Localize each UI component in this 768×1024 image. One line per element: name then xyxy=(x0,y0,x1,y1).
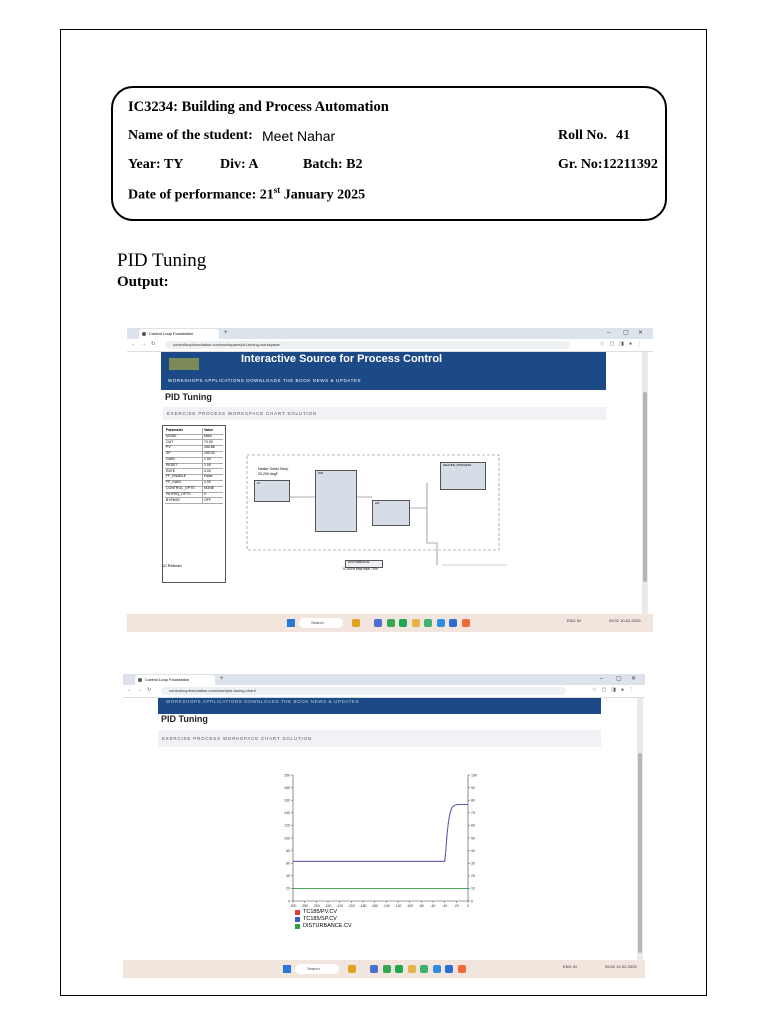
browser-toolbar-icons[interactable]: ☆▢◨●⋮ xyxy=(592,687,639,693)
folder-icon[interactable] xyxy=(412,619,420,627)
legend-swatch xyxy=(295,924,300,929)
roll-label: Roll No. xyxy=(558,128,607,143)
section-title: PID Tuning xyxy=(117,250,207,271)
legend-label: DISTURBANCE.CV xyxy=(303,923,352,929)
favicon-icon xyxy=(138,678,142,682)
parameter-value: 150.86 xyxy=(204,445,215,450)
x-tick-label: -120 xyxy=(394,904,402,908)
right-tick-label: 0 xyxy=(471,899,473,904)
taskbar-clock[interactable]: 09:02 10-02-2025 xyxy=(605,964,637,969)
refresh-checkbox[interactable]: ☑ Refresh xyxy=(163,563,182,568)
banner-image xyxy=(169,358,199,370)
page-scrollbar[interactable] xyxy=(642,352,648,614)
output-label: Output: xyxy=(117,274,169,290)
forward-icon[interactable]: → xyxy=(141,341,146,347)
close-window-icon[interactable]: ✕ xyxy=(638,330,644,336)
new-tab-icon[interactable]: + xyxy=(224,330,228,336)
x-tick-label: -140 xyxy=(382,904,390,908)
student-name-value: Meet Nahar xyxy=(262,128,336,144)
parameter-name: FF_ENABLE xyxy=(166,474,187,479)
x-tick-label: -80 xyxy=(418,904,424,908)
parameter-name: FF_GAIN xyxy=(166,480,181,485)
taskbar-lang[interactable]: ENG IN xyxy=(563,964,577,969)
year-field: Year: TY xyxy=(128,157,184,172)
parameter-name: GAIN xyxy=(166,457,175,461)
chrome-icon[interactable] xyxy=(437,619,445,627)
url-field[interactable]: controlloopfoundation.com/chart/pid-tuning-chart/ xyxy=(161,687,566,695)
parameter-value: MAN xyxy=(204,433,212,438)
parameter-name: CONTROL_OPTS xyxy=(166,486,195,490)
url-field[interactable]: controlloopfoundation.com/workspace/pid-tuning-workspace/ xyxy=(165,341,570,349)
x-tick-label: 0 xyxy=(467,904,469,908)
parameter-value: 1.00 xyxy=(204,480,211,485)
windows-start-icon[interactable] xyxy=(283,965,291,973)
reload-icon[interactable]: ↻ xyxy=(151,341,156,347)
taskbar-app-icon[interactable] xyxy=(387,619,395,627)
x-tick-label: -200 xyxy=(347,904,355,908)
right-tick-label: 90 xyxy=(471,785,475,790)
taskbar xyxy=(127,614,653,632)
taskbar-app-icon[interactable] xyxy=(424,619,432,627)
parameter-value: 70.00 xyxy=(204,439,213,444)
vscode-icon[interactable] xyxy=(449,619,457,627)
left-tick-label: 80 xyxy=(286,848,290,853)
site-nav[interactable]: WORKSHOPS APPLICATIONS DOWNLOADS THE BOOK NEWS & UPDATES xyxy=(168,378,362,383)
folder-icon[interactable] xyxy=(408,965,416,973)
address-bar xyxy=(127,339,653,352)
reload-icon[interactable]: ↻ xyxy=(147,687,152,693)
right-tick-label: 10 xyxy=(471,886,475,891)
left-tick-label: 180 xyxy=(284,785,290,790)
left-tick-label: 20 xyxy=(286,886,290,891)
div-field: Div: A xyxy=(220,157,259,172)
right-tick-label: 80 xyxy=(471,798,475,803)
legend-swatch xyxy=(295,910,300,915)
forward-icon[interactable]: → xyxy=(137,687,142,693)
left-tick-label: 60 xyxy=(286,861,290,866)
close-window-icon[interactable]: ✕ xyxy=(631,676,637,682)
parameter-value: Value xyxy=(204,428,214,432)
right-tick-label: 30 xyxy=(471,861,475,866)
series-line xyxy=(293,805,468,862)
browser-toolbar-icons[interactable]: ☆▢◨●⋮ xyxy=(600,341,647,347)
parameter-name: OUT xyxy=(166,439,174,444)
parameter-name: SP xyxy=(166,451,171,456)
workspace-screenshot xyxy=(127,328,653,632)
minimize-icon[interactable]: – xyxy=(600,676,604,682)
parameter-value: 150.00 xyxy=(204,451,215,456)
left-tick-label: 100 xyxy=(284,836,290,841)
windows-start-icon[interactable] xyxy=(287,619,295,627)
parameter-name: RESET xyxy=(166,462,178,467)
sub-nav[interactable]: EXERCISE PROCESS WORKSPACE CHART SOLUTION xyxy=(158,730,601,747)
course-title: IC3234: Building and Process Automation xyxy=(128,99,389,115)
favicon-icon xyxy=(142,332,146,336)
scroll-thumb[interactable] xyxy=(643,392,647,582)
parameter-row xyxy=(165,498,223,505)
taskbar-app-icon[interactable] xyxy=(352,619,360,627)
parameter-value: 0.00 xyxy=(204,468,211,473)
site-banner xyxy=(161,352,606,390)
taskbar-app-icon[interactable] xyxy=(458,965,466,973)
left-tick-label: 40 xyxy=(286,874,290,879)
left-tick-label: 120 xyxy=(284,823,290,828)
taskbar-app-icon[interactable] xyxy=(420,965,428,973)
legend-label: TC185/SP.CV xyxy=(303,916,337,922)
x-tick-label: -20 xyxy=(453,904,459,908)
x-tick-label: -160 xyxy=(371,904,379,908)
right-tick-label: 60 xyxy=(471,823,475,828)
left-tick-label: 160 xyxy=(284,798,290,803)
legend-swatch xyxy=(295,917,300,922)
banner-title: Interactive Source for Process Control xyxy=(241,353,443,365)
trend-chart xyxy=(273,769,493,914)
right-tick-label: 70 xyxy=(471,811,475,816)
parameter-value: 1.00 xyxy=(204,462,211,467)
browser-tab-bar xyxy=(123,674,645,685)
taskbar-app-icon[interactable] xyxy=(348,965,356,973)
page-scrollbar[interactable] xyxy=(637,698,643,960)
pid-block[interactable]: PID xyxy=(315,470,357,532)
page-title: PID Tuning xyxy=(165,392,212,402)
parameter-value: 0 xyxy=(204,491,206,496)
sub-nav[interactable]: EXERCISE PROCESS WORKSPACE CHART SOLUTION xyxy=(163,407,606,420)
maximize-icon[interactable]: ▢ xyxy=(616,676,622,682)
parameter-name: PV xyxy=(166,445,171,450)
series-line xyxy=(293,805,468,862)
gr-number: Gr. No:12211392 xyxy=(558,157,658,172)
batch-field: Batch: B2 xyxy=(303,157,363,172)
maximize-icon[interactable]: ▢ xyxy=(623,330,629,336)
x-tick-label: -220 xyxy=(336,904,344,908)
taskbar-clock[interactable]: 09:02 10-02-2025 xyxy=(609,618,641,623)
address-bar xyxy=(123,685,645,698)
browser-tab[interactable]: Control Loop Foundation xyxy=(135,675,215,685)
heater-label: Heater Outlet Temp xyxy=(258,467,289,471)
whatsapp-icon[interactable] xyxy=(395,965,403,973)
parameter-value: False xyxy=(204,474,213,479)
taskbar xyxy=(123,960,645,978)
parameter-value: 1.00 xyxy=(204,457,211,461)
new-tab-icon[interactable]: + xyxy=(220,676,224,682)
right-tick-label: 50 xyxy=(471,836,475,841)
ao-block[interactable]: AO xyxy=(372,500,410,526)
x-tick-label: -260 xyxy=(312,904,320,908)
right-tick-label: 100 xyxy=(471,773,477,778)
taskbar-app-icon[interactable] xyxy=(370,965,378,973)
parameter-name: Parameter xyxy=(166,428,184,432)
taskbar-search[interactable]: Search xyxy=(295,964,339,974)
heater-process-block[interactable]: HEATER_PROCESS xyxy=(440,462,486,490)
x-tick-label: -280 xyxy=(301,904,309,908)
taskbar-search[interactable]: Search xyxy=(299,618,343,628)
heater-sub: 20-200 degF xyxy=(258,472,278,476)
ai-block[interactable]: AI xyxy=(254,480,290,502)
disturbance-sub: 0-100% flow mpb 70% xyxy=(343,567,379,571)
parameter-table xyxy=(162,425,226,583)
disturbance-block[interactable]: DISTURBANCE xyxy=(345,560,383,568)
left-tick-label: 200 xyxy=(284,773,290,778)
wire-disturbance xyxy=(427,483,437,565)
student-name-label: Name of the student: xyxy=(128,128,253,143)
chart-screenshot xyxy=(123,674,645,978)
browser-tab[interactable]: Control Loop Foundation xyxy=(139,329,219,339)
site-nav[interactable]: WORKSHOPS APPLICATIONS DOWNLOADS THE BOOK NEWS & UPDATES xyxy=(166,699,360,704)
taskbar-app-icon[interactable] xyxy=(374,619,382,627)
taskbar-app-icon[interactable] xyxy=(462,619,470,627)
date-of-performance: Date of performance: 21st January 2025 xyxy=(128,185,366,203)
parameter-name: RATE xyxy=(166,468,176,473)
chrome-icon[interactable] xyxy=(433,965,441,973)
x-tick-label: -60 xyxy=(430,904,436,908)
whatsapp-icon[interactable] xyxy=(399,619,407,627)
x-tick-label: -240 xyxy=(324,904,332,908)
taskbar-app-icon[interactable] xyxy=(383,965,391,973)
x-tick-label: -100 xyxy=(406,904,414,908)
browser-tab-bar xyxy=(127,328,653,339)
back-icon[interactable]: ← xyxy=(131,341,136,347)
parameter-name: BYPASS xyxy=(166,497,180,502)
page-title: PID Tuning xyxy=(161,714,208,724)
x-tick-label: -300 xyxy=(289,904,297,908)
legend-label: TC185/PV.CV xyxy=(303,909,338,915)
left-tick-label: 0 xyxy=(288,899,290,904)
site-banner xyxy=(158,698,601,714)
minimize-icon[interactable]: – xyxy=(607,330,611,336)
back-icon[interactable]: ← xyxy=(127,687,132,693)
x-tick-label: -40 xyxy=(442,904,448,908)
parameter-value: OFF xyxy=(204,497,211,502)
vscode-icon[interactable] xyxy=(445,965,453,973)
roll-value: 41 xyxy=(616,128,630,143)
scroll-thumb[interactable] xyxy=(638,753,642,953)
right-tick-label: 20 xyxy=(471,874,475,879)
x-tick-label: -180 xyxy=(359,904,367,908)
parameter-value: NONE xyxy=(204,486,215,490)
parameter-name: PIDFRQ_OPTS xyxy=(166,491,191,496)
left-tick-label: 140 xyxy=(284,811,290,816)
parameter-name: MODE xyxy=(166,433,177,438)
taskbar-lang[interactable]: ENG IN xyxy=(567,618,581,623)
right-tick-label: 40 xyxy=(471,848,475,853)
